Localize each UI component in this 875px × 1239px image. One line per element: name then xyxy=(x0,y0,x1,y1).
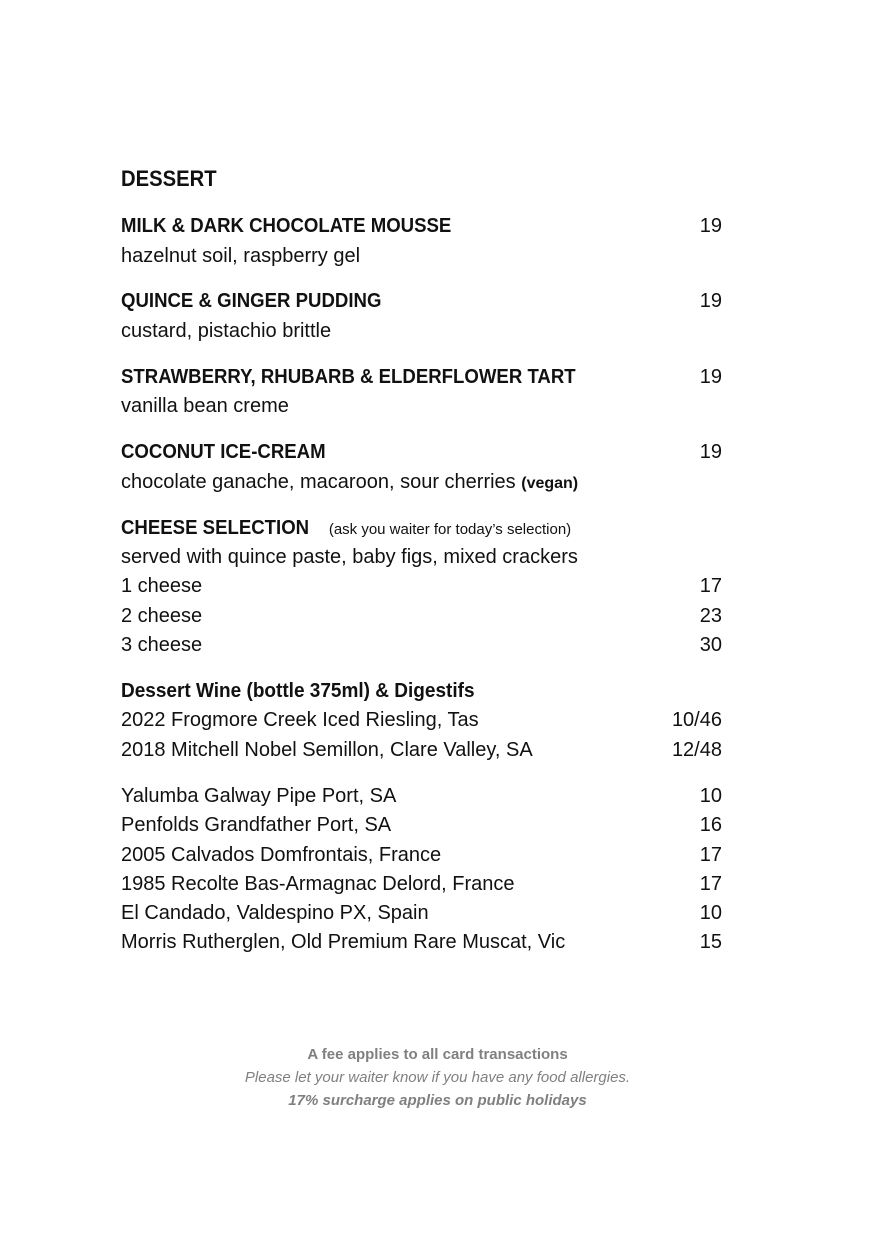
cheese-desc-row xyxy=(121,546,722,572)
wine-section-title xyxy=(121,680,722,706)
dessert-description xyxy=(121,471,578,494)
dessert-desc-row xyxy=(121,471,722,497)
dessert-name: QUINCE & GINGER PUDDING xyxy=(121,290,382,312)
section-title: DESSERT xyxy=(121,166,217,191)
dessert-item-mousse xyxy=(121,215,722,241)
dessert-item-pudding xyxy=(121,290,722,316)
dessert-description: hazelnut soil, raspberry gel xyxy=(121,245,361,267)
digestif-price: 10 xyxy=(699,902,722,924)
cheese-option xyxy=(121,575,722,601)
cheese-option-label: 1 cheese xyxy=(121,575,203,597)
digestif-name: Penfolds Grandfather Port, SA xyxy=(121,814,392,836)
digestif-name: Morris Rutherglen, Old Premium Rare Muscat, Vic xyxy=(121,931,566,953)
dessert-price: 19 xyxy=(699,215,722,237)
dessert-desc-row xyxy=(121,245,722,271)
digestif-price: 16 xyxy=(699,814,722,836)
vegan-tag: (vegan) xyxy=(521,475,579,492)
dessert-description: vanilla bean creme xyxy=(121,395,289,417)
dessert-desc-row xyxy=(121,395,722,421)
dessert-desc-text: chocolate ganache, macaroon, sour cherries xyxy=(121,471,516,493)
allergy-notice: Please let your waiter know if you have any food allergies. xyxy=(244,1069,631,1086)
digestif-item xyxy=(121,844,722,870)
digestif-price: 15 xyxy=(699,931,722,953)
digestif-name: 1985 Recolte Bas-Armagnac Delord, France xyxy=(121,873,515,895)
cheese-selection-header xyxy=(121,517,722,543)
wine-name: 2018 Mitchell Nobel Semillon, Clare Valley, SA xyxy=(121,739,533,761)
wine-item xyxy=(121,709,722,735)
dessert-price: 19 xyxy=(699,366,722,388)
wine-item xyxy=(121,739,722,765)
dessert-price: 19 xyxy=(699,290,722,312)
digestif-item xyxy=(121,814,722,840)
wine-name: 2022 Frogmore Creek Iced Riesling, Tas xyxy=(121,709,479,731)
digestif-price: 17 xyxy=(699,844,722,866)
cheese-option xyxy=(121,634,722,660)
card-fee-notice: A fee applies to all card transactions xyxy=(307,1046,568,1063)
dessert-price: 19 xyxy=(699,441,722,463)
digestif-item xyxy=(121,931,722,957)
dessert-item-ice-cream xyxy=(121,441,722,467)
surcharge-notice: 17% surcharge applies on public holidays xyxy=(288,1092,587,1109)
dessert-desc-row xyxy=(121,320,722,346)
digestif-name: Yalumba Galway Pipe Port, SA xyxy=(121,785,397,807)
cheese-description: served with quince paste, baby figs, mixed crackers xyxy=(121,546,578,568)
cheese-option-price: 17 xyxy=(699,575,722,597)
digestif-price: 17 xyxy=(699,873,722,895)
dessert-name: MILK & DARK CHOCOLATE MOUSSE xyxy=(121,215,452,237)
cheese-note: (ask you waiter for today’s selection) xyxy=(328,521,572,538)
wine-price: 12/48 xyxy=(671,739,722,761)
digestif-name: El Candado, Valdespino PX, Spain xyxy=(121,902,429,924)
cheese-heading xyxy=(121,517,571,540)
dessert-item-tart xyxy=(121,366,722,392)
cheese-option xyxy=(121,605,722,631)
dessert-description: custard, pistachio brittle xyxy=(121,320,332,342)
cheese-name: CHEESE SELECTION xyxy=(121,517,310,539)
digestif-item xyxy=(121,873,722,899)
dessert-name: STRAWBERRY, RHUBARB & ELDERFLOWER TART xyxy=(121,366,576,388)
cheese-option-label: 3 cheese xyxy=(121,634,203,656)
dessert-name: COCONUT ICE-CREAM xyxy=(121,441,326,463)
cheese-option-label: 2 cheese xyxy=(121,605,203,627)
wine-title: Dessert Wine (bottle 375ml) & Digestifs xyxy=(121,680,475,702)
digestif-item xyxy=(121,785,722,811)
cheese-option-price: 30 xyxy=(699,634,722,656)
digestif-item xyxy=(121,902,722,928)
cheese-option-price: 23 xyxy=(699,605,722,627)
wine-price: 10/46 xyxy=(671,709,722,731)
digestif-name: 2005 Calvados Domfrontais, France xyxy=(121,844,442,866)
digestif-price: 10 xyxy=(699,785,722,807)
